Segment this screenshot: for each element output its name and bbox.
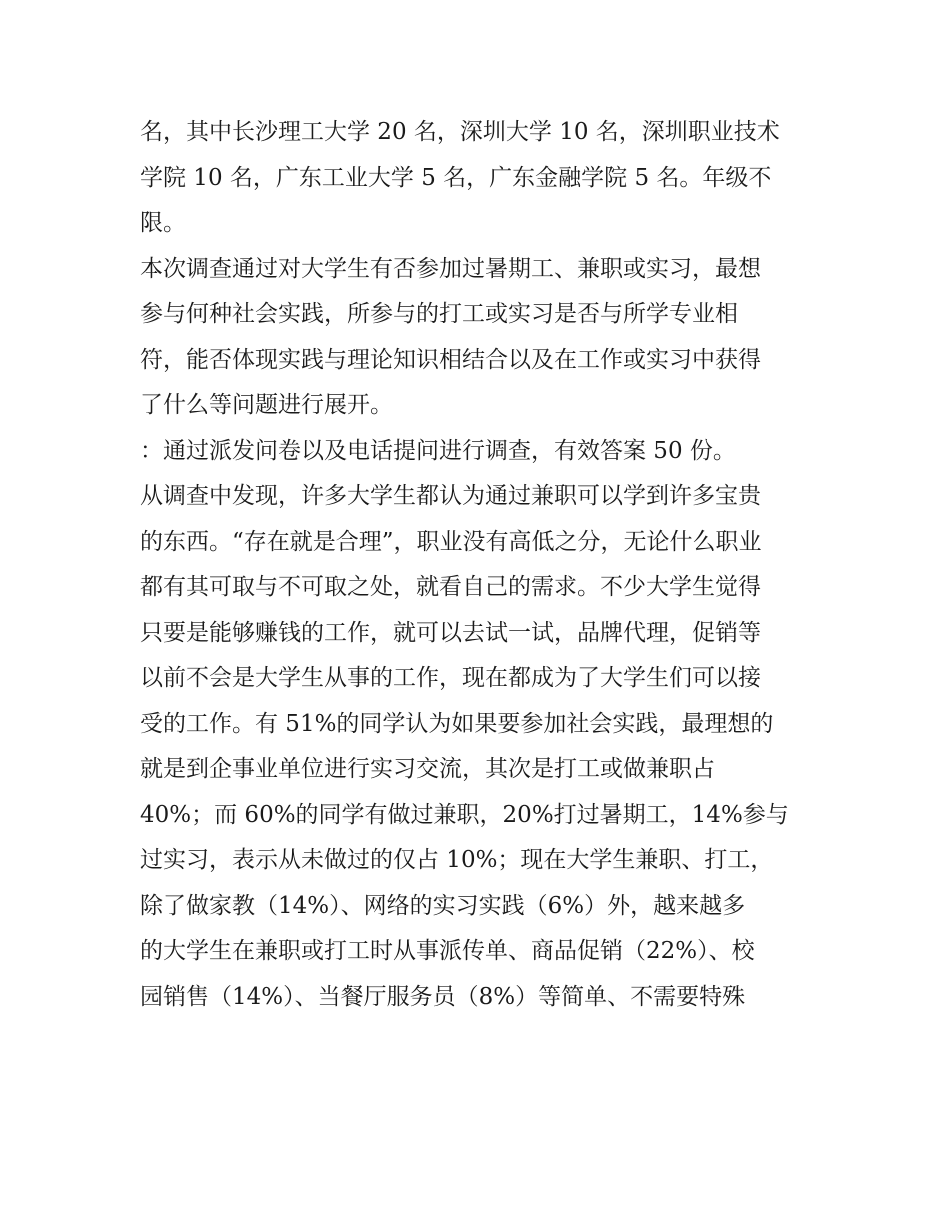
text-line: 学院 10 名，广东工业大学 5 名，广东金融学院 5 名。年级不 <box>140 164 772 191</box>
text-line: 本次调查通过对大学生有否参加过暑期工、兼职或实习，最想 <box>140 255 761 282</box>
text-line: 过实习，表示从未做过的仅占 10%；现在大学生兼职、打工， <box>140 847 774 873</box>
text-line: 的东西。“存在就是合理”，职业没有高低之分，无论什么职业 <box>140 528 762 555</box>
text-line: 就是到企事业单位进行实习交流，其次是打工或做兼职占 <box>140 756 715 782</box>
text-line: 从调查中发现，许多大学生都认为通过兼职可以学到许多宝贵 <box>140 483 761 509</box>
text-line: 参与何种社会实践，所参与的打工或实习是否与所学专业相 <box>140 301 738 327</box>
text-line: 限。 <box>140 210 186 236</box>
text-line: 名，其中长沙理工大学 20 名，深圳大学 10 名，深圳职业技术 <box>140 119 780 145</box>
text-line: 都有其可取与不可取之处，就看自己的需求。不少大学生觉得 <box>140 574 761 600</box>
text-line: 的大学生在兼职或打工时从事派传单、商品促销（22%）、校 <box>140 938 755 964</box>
text-line: ：通过派发问卷以及电话提问进行调查，有效答案 50 份。 <box>140 437 736 464</box>
body-text <box>140 110 820 1020</box>
text-line: 除了做家教（14%）、网络的实习实践（6%）外，越来越多 <box>140 892 746 919</box>
text-line: 了什么等问题进行展开。 <box>140 392 393 418</box>
text-line: 受的工作。有 51%的同学认为如果要参加社会实践，最理想的 <box>140 710 774 737</box>
text-line: 符，能否体现实践与理论知识相结合以及在工作或实习中获得 <box>140 346 761 373</box>
text-line: 以前不会是大学生从事的工作，现在都成为了大学生们可以接 <box>140 665 761 691</box>
text-line: 只要是能够赚钱的工作，就可以去试一试，品牌代理，促销等 <box>140 619 761 646</box>
text-line: 园销售（14%）、当餐厅服务员（8%）等简单、不需要特殊 <box>140 983 746 1010</box>
text-line: 40%；而 60%的同学有做过兼职，20%打过暑期工，14%参与 <box>140 801 789 828</box>
